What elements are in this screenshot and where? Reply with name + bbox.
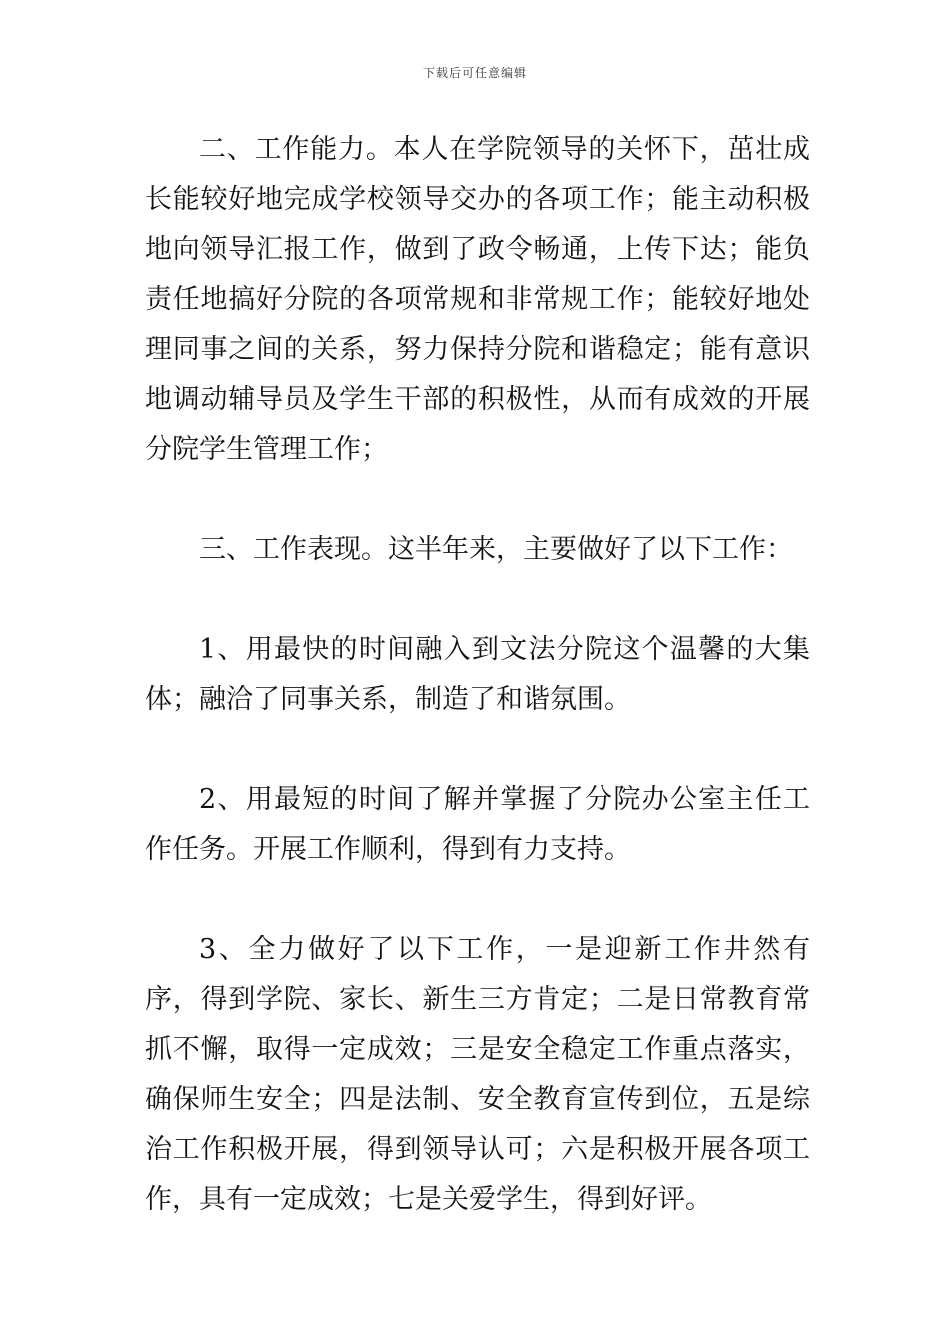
paragraph-gap: [145, 475, 810, 525]
paragraph-item-1: 1、用最快的时间融入到文法分院这个温馨的大集体；融洽了同事关系，制造了和谐氛围。: [145, 634, 810, 715]
paragraph-gap: [145, 725, 810, 775]
paragraph-gap: [145, 875, 810, 925]
paragraph-gap: [145, 575, 810, 625]
page-header: 下载后可任意编辑: [422, 66, 527, 80]
document-body: [145, 125, 810, 1225]
paragraph-item-3: 3、全力做好了以下工作，一是迎新工作井然有序，得到学院、家长、新生三方肯定；二是日常教育常抓不懈，取得一定成效；三是安全稳定工作重点落实，确保师生安全；四是法制、安全教育宣传到位，五是综治工作积极开展，得到领导认可；六是积极开展各项工作，具有一定成效；七是关爱学生，得到好评。: [145, 934, 810, 1215]
paragraph-item-2: 2、用最短的时间了解并掌握了分院办公室主任工作任务。开展工作顺利，得到有力支持。: [145, 784, 810, 865]
paragraph-work-ability: 二、工作能力。本人在学院领导的关怀下，茁壮成长能较好地完成学校领导交办的各项工作；能主动积极地向领导汇报工作，做到了政令畅通，上传下达；能负责任地搞好分院的各项常规和非常规工作；能较好地处理同事之间的关系，努力保持分院和谐稳定；能有意识地调动辅导员及学生干部的积极性，从而有成效的开展分院学生管理工作；: [145, 134, 810, 465]
paragraph-work-performance: 三、工作表现。这半年来，主要做好了以下工作：: [199, 534, 793, 565]
